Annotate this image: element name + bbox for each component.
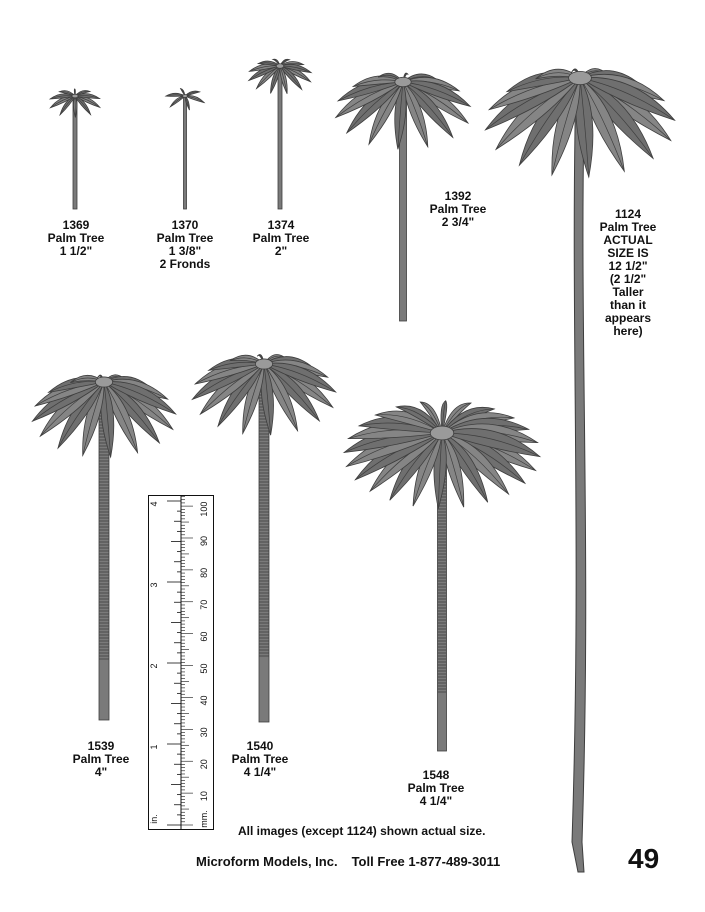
ruler-mm-unit: mm. (199, 810, 209, 828)
palm-crown (50, 89, 100, 118)
product-code: 1539 (87, 739, 115, 753)
product-size: 1 1/2" (59, 244, 93, 258)
palm-crown (344, 401, 540, 509)
product-name: Palm Tree (407, 781, 465, 795)
product-size: 2" (274, 244, 288, 258)
ruler-inch-unit: in. (149, 814, 159, 824)
company-name: Microform Models, Inc. (196, 854, 338, 869)
ruler-mm-label: 90 (199, 535, 209, 546)
product-note: (2 1/2" (609, 272, 647, 286)
product-size: 1 3/8" (168, 244, 202, 258)
palm-tree-1548-image (340, 333, 545, 755)
palm-tree-1370-image (150, 66, 220, 213)
palm-tree-1392-image (325, 30, 485, 325)
ruler-inch-label: 4 (149, 501, 159, 507)
product-name: Palm Tree (599, 220, 657, 234)
product-size: ACTUAL (603, 233, 653, 247)
product-size: 4" (94, 765, 108, 779)
product-caption-1392 (420, 190, 496, 229)
ruler-mm-label: 100 (199, 501, 209, 517)
product-note: 2 Fronds (159, 257, 211, 271)
product-note: than it (610, 298, 646, 312)
product-code: 1369 (62, 218, 90, 232)
product-code: 1392 (444, 189, 472, 203)
product-name: Palm Tree (231, 752, 289, 766)
ruler-mm-label: 60 (199, 631, 209, 642)
product-name: Palm Tree (156, 231, 214, 245)
ruler-inch-label: 2 (149, 663, 159, 669)
product-note: SIZE IS (607, 246, 649, 260)
measuring-ruler (148, 495, 214, 830)
product-note: Taller (612, 285, 644, 299)
product-caption-1540 (222, 740, 298, 779)
ruler-mm-label: 80 (199, 567, 209, 578)
product-size: 2 3/4" (441, 215, 475, 229)
palm-trunk (184, 96, 187, 209)
palm-tree-1374-image (240, 28, 320, 213)
ruler-mm-label: 40 (199, 695, 209, 706)
palm-trunk (572, 78, 586, 872)
ruler-mm-label: 20 (199, 759, 209, 770)
actual-size-note: All images (except 1124) shown actual size. (238, 824, 486, 838)
product-name: Palm Tree (72, 752, 130, 766)
product-name: Palm Tree (252, 231, 310, 245)
product-code: 1124 (614, 207, 642, 221)
product-code: 1540 (246, 739, 274, 753)
product-caption-1548 (398, 769, 474, 808)
ruler-inch-label: 3 (149, 582, 159, 588)
product-size: 4 1/4" (419, 794, 453, 808)
product-size: 4 1/4" (243, 765, 277, 779)
product-code: 1548 (422, 768, 450, 782)
product-code: 1370 (171, 218, 199, 232)
ruler-inch-label: 1 (149, 744, 159, 750)
page-number: 49 (628, 843, 660, 874)
product-caption-1374 (243, 219, 319, 258)
product-caption-1370 (147, 219, 223, 271)
palm-trunk (278, 66, 282, 209)
product-note: 12 1/2" (608, 259, 648, 273)
product-note: appears (604, 311, 652, 325)
product-caption-1539 (63, 740, 139, 779)
ruler-mm-label: 70 (199, 599, 209, 610)
ruler-mm-label: 30 (199, 727, 209, 738)
palm-tree-1369-image (40, 68, 110, 213)
product-note: here) (613, 324, 643, 338)
toll-free-phone: Toll Free 1-877-489-3011 (351, 854, 501, 869)
product-caption-1369 (38, 219, 114, 258)
ruler-mm-label: 50 (199, 663, 209, 674)
product-code: 1374 (267, 218, 295, 232)
product-name: Palm Tree (429, 202, 487, 216)
footer (196, 854, 500, 869)
ruler-mm-label: 10 (199, 791, 209, 802)
product-name: Palm Tree (47, 231, 105, 245)
product-caption-1124 (592, 208, 664, 338)
